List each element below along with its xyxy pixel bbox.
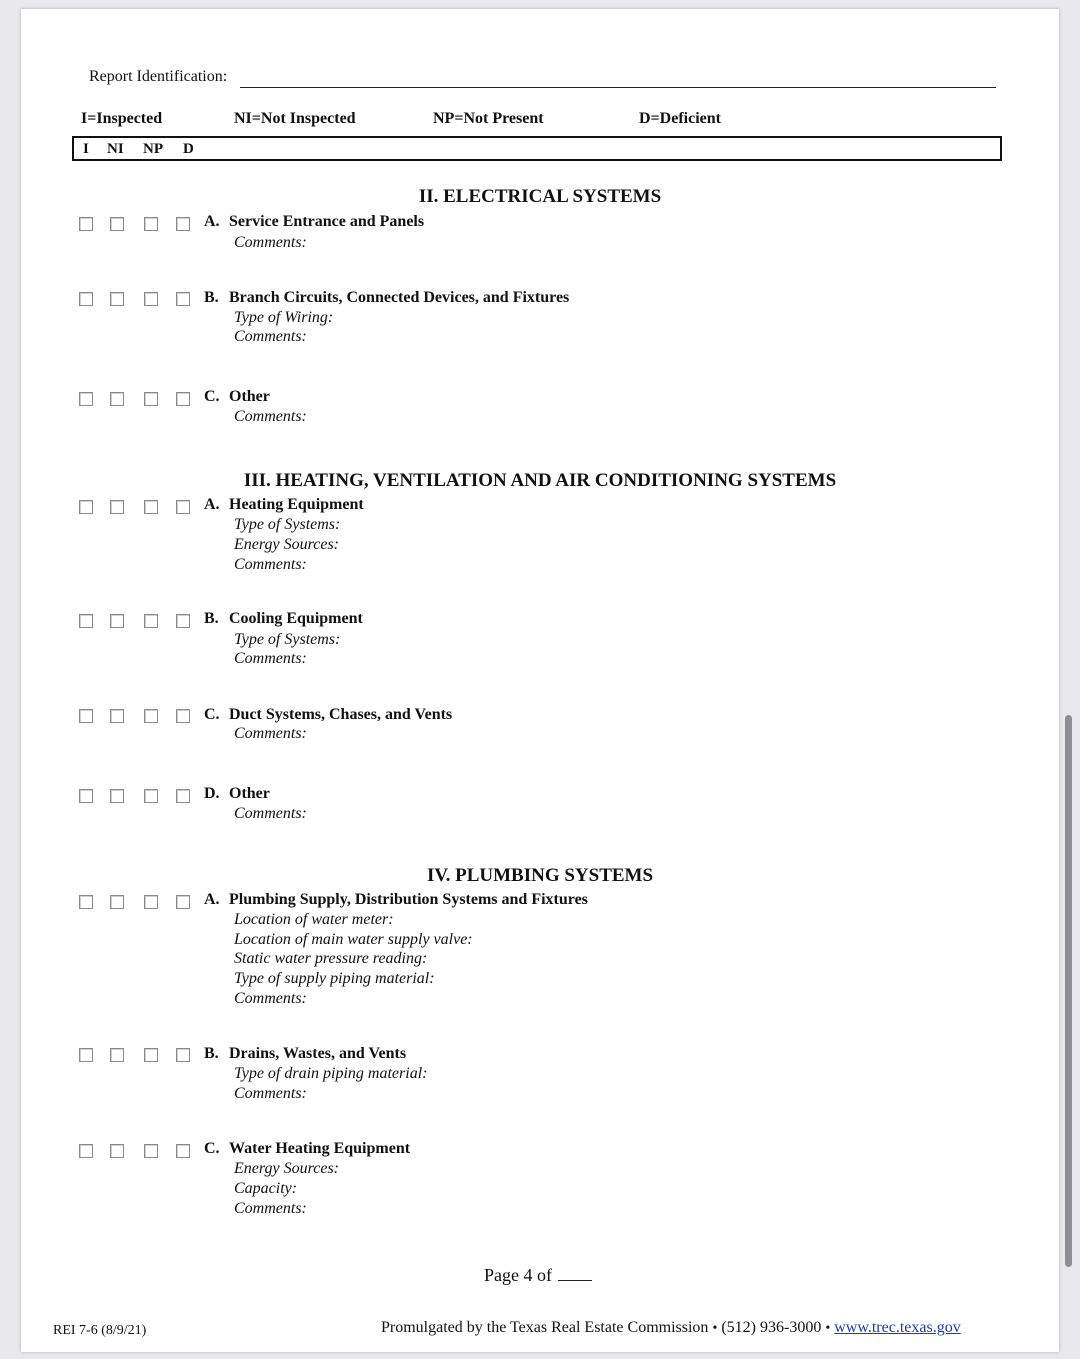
checkbox-not-inspected[interactable]: [110, 789, 124, 803]
checkbox-inspected[interactable]: [79, 895, 93, 909]
checkbox-not-inspected[interactable]: [110, 895, 124, 909]
checkbox-deficient[interactable]: [176, 500, 190, 514]
checkbox-inspected[interactable]: [79, 500, 93, 514]
item-title-text: Branch Circuits, Connected Devices, and Fixtures: [229, 289, 570, 306]
checkbox-inspected[interactable]: [79, 217, 93, 231]
item-title-text: Other: [229, 388, 270, 405]
checkbox-not-present[interactable]: [144, 1144, 158, 1158]
column-header-ni: NI: [107, 141, 124, 157]
bullet-icon: •: [712, 1321, 718, 1336]
field-comments: Comments:: [234, 650, 307, 667]
checkbox-not-present[interactable]: [144, 392, 158, 406]
field-type-of-drain-piping-material: Type of drain piping material:: [234, 1065, 428, 1082]
item-title-text: Other: [229, 785, 270, 802]
legend-inspected: I=Inspected: [81, 110, 163, 127]
checkbox-inspected[interactable]: [79, 614, 93, 628]
checkbox-deficient[interactable]: [176, 614, 190, 628]
checkbox-deficient[interactable]: [176, 895, 190, 909]
item-letter: C.: [204, 388, 220, 405]
field-type-of-systems: Type of Systems:: [234, 631, 341, 648]
field-type-of-wiring: Type of Wiring:: [234, 309, 334, 326]
item-title: [204, 706, 452, 724]
legend-deficient: D=Deficient: [639, 110, 721, 127]
column-header-np: NP: [143, 141, 163, 157]
item-title: [204, 289, 569, 307]
item-title-text: Heating Equipment: [229, 496, 364, 513]
phone-number: (512) 936-3000: [721, 1319, 822, 1336]
checkbox-deficient[interactable]: [176, 1048, 190, 1062]
checkbox-not-inspected[interactable]: [110, 500, 124, 514]
page-number-label: Page 4 of: [484, 1265, 552, 1285]
item-letter: A.: [204, 891, 220, 908]
field-static-water-pressure-reading: Static water pressure reading:: [234, 950, 428, 967]
item-title: [204, 610, 363, 628]
item-title: [204, 1045, 406, 1063]
page-number: [484, 1265, 592, 1286]
field-comments: Comments:: [234, 805, 307, 822]
field-type-of-supply-piping-material: Type of supply piping material:: [234, 970, 435, 987]
item-title-text: Duct Systems, Chases, and Vents: [229, 706, 453, 723]
field-comments: Comments:: [234, 234, 307, 251]
item-title: [204, 1140, 410, 1158]
checkbox-not-present[interactable]: [144, 614, 158, 628]
checkbox-inspected[interactable]: [79, 392, 93, 406]
section-title-plumbing: IV. PLUMBING SYSTEMS: [426, 865, 654, 886]
checkbox-not-inspected[interactable]: [110, 1048, 124, 1062]
item-title: [204, 213, 424, 231]
checkbox-inspected[interactable]: [79, 789, 93, 803]
checkbox-not-inspected[interactable]: [110, 1144, 124, 1158]
checkbox-not-present[interactable]: [144, 709, 158, 723]
checkbox-not-present[interactable]: [144, 292, 158, 306]
total-pages-field: [558, 1280, 592, 1281]
field-type-of-systems: Type of Systems:: [234, 516, 341, 533]
item-title: [204, 785, 270, 803]
checkbox-inspected[interactable]: [79, 709, 93, 723]
item-title-text: Water Heating Equipment: [229, 1140, 411, 1157]
field-location-of-water-meter: Location of water meter:: [234, 911, 394, 928]
item-letter: B.: [204, 1045, 219, 1062]
checkbox-not-inspected[interactable]: [110, 709, 124, 723]
checkbox-deficient[interactable]: [176, 292, 190, 306]
field-capacity: Capacity:: [234, 1180, 298, 1197]
checkbox-not-inspected[interactable]: [110, 614, 124, 628]
checkbox-inspected[interactable]: [79, 1144, 93, 1158]
item-letter: B.: [204, 610, 219, 627]
field-energy-sources: Energy Sources:: [234, 536, 339, 553]
checkbox-not-present[interactable]: [144, 1048, 158, 1062]
item-letter: C.: [204, 706, 220, 723]
field-comments: Comments:: [234, 328, 307, 345]
promulgated-text: Promulgated by the Texas Real Estate Commission: [381, 1319, 709, 1336]
item-title: [204, 496, 364, 514]
checkbox-not-inspected[interactable]: [110, 217, 124, 231]
legend-not-present: NP=Not Present: [433, 110, 544, 127]
vertical-scrollbar[interactable]: [1065, 715, 1072, 1267]
column-header-box: [72, 136, 1002, 161]
checkbox-deficient[interactable]: [176, 392, 190, 406]
checkbox-not-inspected[interactable]: [110, 292, 124, 306]
checkbox-not-inspected[interactable]: [110, 392, 124, 406]
column-header-d: D: [183, 141, 194, 157]
field-comments: Comments:: [234, 1085, 307, 1102]
checkbox-not-present[interactable]: [144, 217, 158, 231]
item-title: [204, 891, 588, 909]
checkbox-deficient[interactable]: [176, 789, 190, 803]
checkbox-not-present[interactable]: [144, 895, 158, 909]
field-comments: Comments:: [234, 725, 307, 742]
checkbox-deficient[interactable]: [176, 1144, 190, 1158]
checkbox-not-present[interactable]: [144, 500, 158, 514]
item-letter: B.: [204, 289, 219, 306]
form-id: REI 7-6 (8/9/21): [53, 1323, 147, 1338]
item-letter: D.: [204, 785, 220, 802]
checkbox-inspected[interactable]: [79, 1048, 93, 1062]
field-comments: Comments:: [234, 556, 307, 573]
item-letter: A.: [204, 496, 220, 513]
item-title-text: Plumbing Supply, Distribution Systems and Fixtures: [229, 891, 588, 908]
item-letter: C.: [204, 1140, 220, 1157]
legend-not-inspected: NI=Not Inspected: [234, 110, 356, 127]
checkbox-deficient[interactable]: [176, 709, 190, 723]
section-title-electrical: II. ELECTRICAL SYSTEMS: [418, 186, 662, 207]
checkbox-deficient[interactable]: [176, 217, 190, 231]
footer-promulgated: [381, 1319, 961, 1337]
bullet-icon: •: [825, 1321, 831, 1336]
item-letter: A.: [204, 213, 220, 230]
field-comments: Comments:: [234, 1200, 307, 1217]
item-title-text: Drains, Wastes, and Vents: [229, 1045, 407, 1062]
field-comments: Comments:: [234, 990, 307, 1007]
field-energy-sources: Energy Sources:: [234, 1160, 339, 1177]
field-comments: Comments:: [234, 408, 307, 425]
report-identification-field[interactable]: [240, 87, 996, 88]
item-title: [204, 388, 270, 406]
item-title-text: Service Entrance and Panels: [229, 213, 425, 230]
column-header-i: I: [83, 141, 89, 157]
report-identification-label: Report Identification:: [89, 68, 228, 85]
section-title-hvac: III. HEATING, VENTILATION AND AIR CONDITIONING SYSTEMS: [243, 470, 837, 491]
item-title-text: Cooling Equipment: [229, 610, 363, 627]
checkbox-inspected[interactable]: [79, 292, 93, 306]
field-location-of-main-water-supply-valve: Location of main water supply valve:: [234, 931, 473, 948]
checkbox-not-present[interactable]: [144, 789, 158, 803]
website-link[interactable]: www.trec.texas.gov: [834, 1319, 961, 1336]
